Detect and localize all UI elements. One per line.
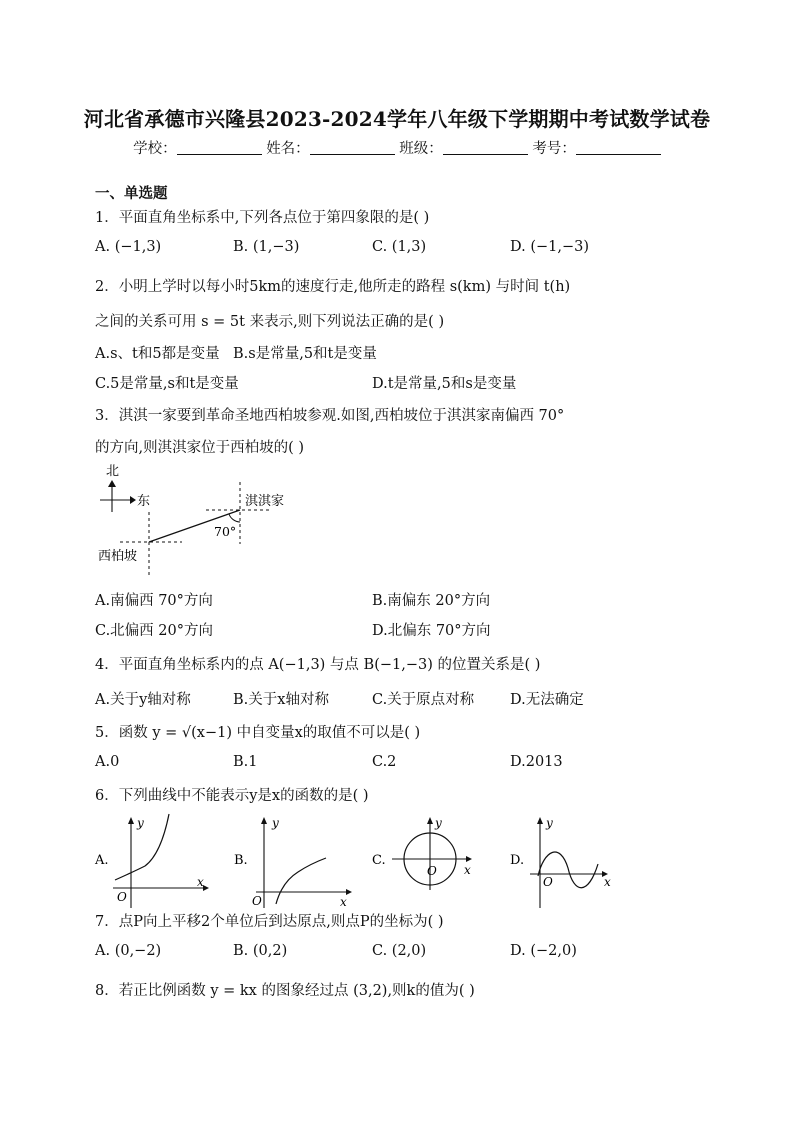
question-2-stem-line2: 之间的关系可用 s = 5t 来表示,则下列说法正确的是( ) [95,314,445,330]
graph-b-y-arrow [261,817,267,824]
graph-b-x-arrow [346,889,352,895]
graph-b-x-label: x [340,895,347,909]
graph-d-label: D. [510,853,525,868]
graph-c-x-arrow [466,856,472,862]
q7-option-b: B. (0,2) [233,943,288,959]
q3-option-b: B.南偏东 20°方向 [372,593,491,609]
q4-option-b: B.关于x轴对称 [233,692,329,708]
graph-b-y-label: y [272,816,279,830]
page-title: 河北省承德市兴隆县2023-2024学年八年级下学期期中考试数学试卷 [83,107,711,131]
graph-c-label: C. [372,853,386,868]
q2-option-d: D.t是常量,5和s是变量 [372,376,517,392]
graph-b-curve [276,858,326,904]
compass-east-arrow [130,496,136,504]
number-blank [576,140,661,155]
class-label: 班级： [399,141,443,157]
graph-a-origin: O [117,890,127,904]
graph-d [508,812,618,910]
angle-label: 70° [214,524,237,539]
q5-option-c: C.2 [372,754,397,770]
graph-c-x-label: x [464,863,471,877]
q1-option-a: A. (−1,3) [95,239,162,255]
question-6-stem: 6．下列曲线中不能表示y是x的函数的是( ) [95,788,369,804]
graph-b [232,812,356,910]
q3-option-c: C.北偏西 20°方向 [95,623,213,639]
angle-arc [229,514,240,522]
graph-c-origin: O [427,864,437,878]
q1-option-b: B. (1,−3) [233,239,300,255]
q2-option-a: A.s、t和5都是变量 [95,346,220,362]
graph-c-y-label: y [435,816,442,830]
direction-figure [90,460,310,582]
graph-d-x-label: x [604,875,611,889]
q1-option-c: C. (1,3) [372,239,427,255]
graph-a-x-arrow [203,885,209,891]
question-8-stem: 8．若正比例函数 y = kx 的图象经过点 (3,2),则k的值为( ) [95,983,475,999]
q1-option-d: D. (−1,−3) [510,239,589,255]
name-label: 姓名： [266,141,310,157]
q2-option-c: C.5是常量,s和t是变量 [95,376,239,392]
q5-option-d: D.2013 [510,754,563,770]
compass-north-arrow [108,480,116,487]
question-3-stem-line2: 的方向,则淇淇家位于西柏坡的( ) [95,440,305,456]
school-label: 学校： [133,141,177,157]
q7-option-a: A. (0,−2) [95,943,162,959]
question-2-stem-line1: 2．小明上学时以每小时5km的速度行走,他所走的路程 s(km) 与时间 t(h) [95,279,571,295]
xibaipo-label: 西柏坡 [98,549,138,564]
name-blank [310,140,395,155]
q4-option-a: A.关于y轴对称 [95,692,191,708]
q4-option-d: D.无法确定 [510,692,584,708]
school-blank [177,140,262,155]
graph-a-y-arrow [128,817,134,824]
graph-d-origin: O [543,875,553,889]
q3-option-a: A.南偏西 70°方向 [95,593,213,609]
graph-a [93,812,213,910]
graph-d-y-arrow [537,817,543,824]
question-4-stem: 4．平面直角坐标系内的点 A(−1,3) 与点 B(−1,−3) 的位置关系是( ) [95,657,541,673]
class-blank [443,140,528,155]
question-1-stem: 1．平面直角坐标系中,下列各点位于第四象限的是( ) [95,210,430,226]
graph-b-label: B. [234,853,248,868]
graph-a-y-label: y [137,816,144,830]
graph-a-label: A. [95,853,109,868]
graph-d-y-label: y [546,816,553,830]
section-heading: 一、单选题 [95,185,168,202]
q5-option-a: A.0 [95,754,120,770]
graph-c-y-arrow [427,817,433,824]
number-label: 考号： [532,141,576,157]
question-3-stem-line1: 3．淇淇一家要到革命圣地西柏坡参观.如图,西柏坡位于淇淇家南偏西 70° [95,408,565,424]
q2-option-b: B.s是常量,5和t是变量 [233,346,377,362]
question-7-stem: 7．点P向上平移2个单位后到达原点,则点P的坐标为( ) [95,914,444,930]
q3-option-d: D.北偏东 70°方向 [372,623,491,639]
graph-c [370,812,480,892]
north-label: 北 [106,464,120,479]
east-label: 东 [137,494,151,509]
q7-option-c: C. (2,0) [372,943,427,959]
q7-option-d: D. (−2,0) [510,943,577,959]
question-5-stem: 5．函数 y = √(x−1) 中自变量x的取值不可以是( ) [95,725,421,741]
student-info-row [0,137,794,158]
q5-option-b: B.1 [233,754,258,770]
home-label: 淇淇家 [245,494,285,509]
q4-option-c: C.关于原点对称 [372,692,475,708]
graph-a-x-label: x [197,875,204,889]
graph-b-origin: O [252,894,262,908]
